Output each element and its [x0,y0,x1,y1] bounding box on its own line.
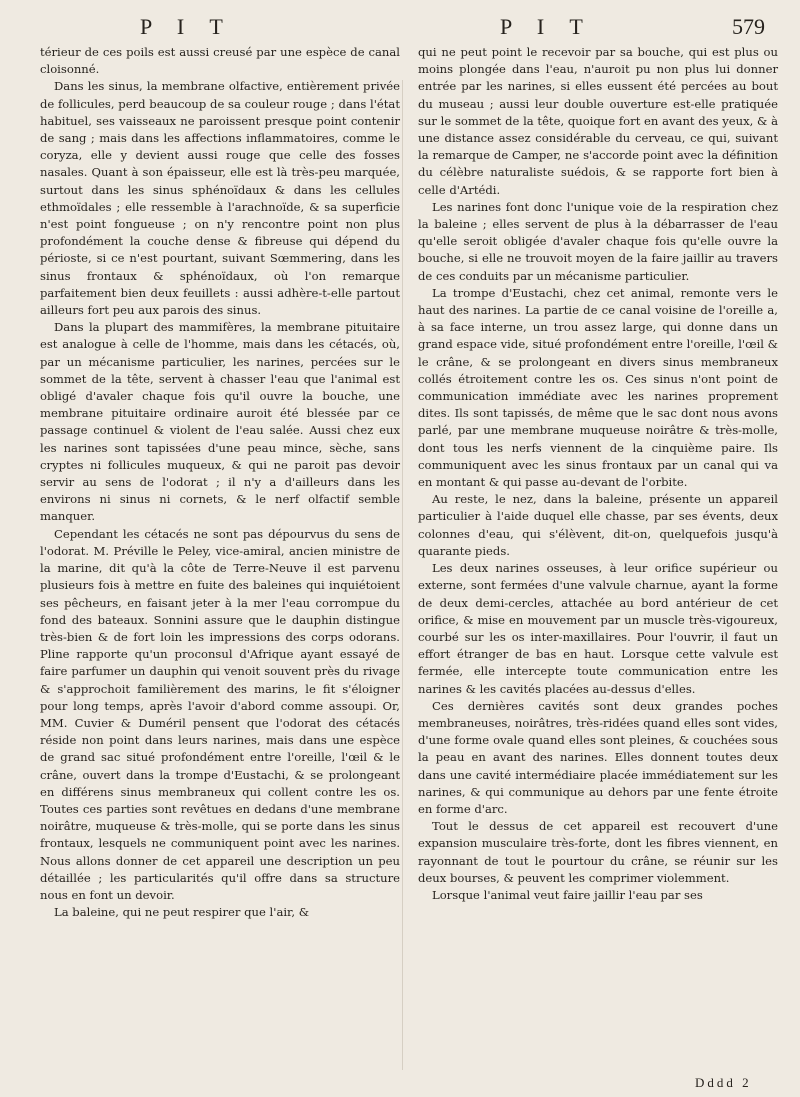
running-header [0,8,800,42]
paragraph: Ces dernières cavités sont deux grandes poches membraneuses, noirâtres, très-ridées quand elles sont vides, d'une forme ovale quand elles sont pleines, & couchées sous la peau en avant des narines. Elles donnent toutes deux dans une cavité intermédiaire placée immédiatement sur les narines, & qui communique au dehors par une fente étroite en forme d'arc. [418,698,778,816]
paragraph: Les narines font donc l'unique voie de la respiration chez la baleine ; elles servent de plus à la débarrasser de l'eau qu'elle seroit obligée d'avaler chaque fois qu'elle ouvre la bouche, si elle ne trouvoit moyen de la faire jaillir au travers de ces conduits par un mécanisme particulier. [418,199,778,283]
left-column [40,44,400,921]
right-column [418,44,778,904]
paragraph: Cependant les cétacés ne sont pas dépourvus du sens de l'odorat. M. Préville le Peley, vice-amiral, ancien ministre de la marine, dit qu'à la côte de Terre-Neuve il est parvenu plusieurs fois à mettre en fuite des baleines qui inquiétoient ses pêcheurs, en faisant jeter à la mer l'eau corrompue du fond des bateaux. Sonnini assure que le dauphin distingue très-bien & de fort loin les impressions des corps odorans. Pline rapporte qu'un proconsul d'Afrique ayant essayé de faire parfumer un dauphin qui venoit souvent près du rivage & s'approchoit familièrement des marins, le fit s'éloigner pour long temps, après l'avoir d'abord comme assoupi. Or, MM. Cuvier & Duméril pensent que l'odorat des cétacés réside non point dans leurs narines, mais dans une espèce de grand sac situé profondément entre l'oreille, l'œil & le crâne, ouvert dans la trompe d'Eustachi, & se prolongeant en différens sinus membraneux qui collent contre les os. Toutes ces parties sont revêtues en dedans d'une membrane noirâtre, muqueuse & très-molle, qui se porte dans les sinus frontaux, lesquels ne communiquent point avec les narines. Nous allons donner de cet appareil une description un peu détaillée ; les particularités qu'il offre dans sa structure nous en font un devoir. [40,526,400,902]
paragraph: Les deux narines osseuses, à leur orifice supérieur ou externe, sont fermées d'une valvule charnue, ayant la forme de deux demi-cercles, attachée au bord antérieur de cet orifice, & mise en mouvement par un muscle très-vigoureux, courbé sur les os inter-maxillaires. Pour l'ouvrir, il faut un effort étranger de bas en haut. Lorsque cette valvule est fermée, elle intercepte toute communication entre les narines & les cavités placées au-dessus d'elles. [418,561,778,696]
header-left-title: P I T [140,14,233,39]
paragraph: Lorsque l'animal veut faire jaillir l'eau par ses [432,887,703,902]
paragraph: Au reste, le nez, dans la baleine, présente un appareil particulier à l'aide duquel elle chasse, par ses évents, deux colonnes d'eau, qui s'élèvent, dit-on, quelquefois jusqu'à quarante pieds. [418,492,778,558]
paragraph: térieur de ces poils est aussi creusé par une espèce de canal cloisonné. [40,45,400,77]
paragraph: Dans la plupart des mammifères, la membrane pituitaire est analogue à celle de l'homme, mais dans les cétacés, où, par un mécanisme particulier, les narines, percées sur le sommet de la tête, servent à chasser l'eau que l'animal est obligé d'avaler chaque fois qu'il ouvre la bouche, une membrane pituitaire ordinaire auroit été blessée par ce passage continuel & violent de l'eau salée. Aussi chez eux les narines sont tapissées d'une peau mince, sèche, sans cryptes ni follicules muqueux, & qui ne paroit pas devoir servir au sens de l'odorat ; il n'y a d'ailleurs dans les environs ni sinus ni cornets, & le nerf olfactif semble manquer. [40,320,400,524]
paragraph: Dans les sinus, la membrane olfactive, entièrement privée de follicules, perd beaucoup de sa couleur rouge ; dans l'état habituel, ses vaisseaux ne paroissent presque point contenir de sang ; mais dans les affections inflammatoires, comme le coryza, elle y devient aussi rouge que celle des fosses nasales. Quant à son épaisseur, elle est là très-peu marquée, surtout dans les sinus sphénoïdaux & dans les cellules ethmoïdales ; elle ressemble à l'arachnoïde, & sa superficie n'est point fongueuse ; on n'y rencontre point non plus profondément la couche dense & fibreuse qui dépend du périoste, si ce n'est pourtant, suivant Sœmmering, dans les sinus frontaux & sphénoïdaux, où l'on remarque parfaitement bien deux feuillets : aussi adhère-t-elle partout ailleurs fort peu aux parois des sinus. [40,79,400,318]
signature-catchword: Dddd 2 [695,1075,752,1090]
paragraph: La trompe d'Eustachi, chez cet animal, remonte vers le haut des narines. La partie de ce canal voisine de l'oreille a, à sa face interne, un trou assez large, qui donne dans un grand espace vide, situé profondément entre l'oreille, l'œil & le crâne, & se prolongeant en divers sinus membraneux collés étroitement contre les os. Ces sinus n'ont point de communication immédiate avec les narines proprement dites. Ils sont tapissés, de même que le sac dont nous avons parlé, par une membrane muqueuse noirâtre & très-molle, dont tous les nerfs viennent de la cinquième paire. Ils communiquent avec les sinus frontaux par un canal qui va en montant & qui passe au-devant de l'orbite. [418,285,778,490]
paragraph: La baleine, qui ne peut respirer que l'air, & [54,905,310,920]
page-number: 579 [732,14,765,39]
column-gutter [402,80,403,1070]
paragraph: qui ne peut point le recevoir par sa bouche, qui est plus ou moins plongée dans l'eau, n'auroit pu non plus lui donner entrée par les narines, si elles eussent été percées au bout du museau ; aussi leur double ouverture est-elle pratiquée sur le sommet de la tête, quoique fort en avant des yeux, & à une distance assez considérable du cerveau, ce qui, suivant la remarque de Camper, ne s'accorde point avec la définition du célèbre naturaliste suédois, & se rapporte fort bien à celle d'Artédi. [418,45,778,197]
header-right-title: P I T [500,14,593,39]
paragraph: Tout le dessus de cet appareil est recouvert d'une expansion musculaire très-forte, dont les fibres viennent, en rayonnant de tout le pourtour du crâne, se réunir sur les deux bourses, & peuvent les comprimer violemment. [418,819,778,885]
